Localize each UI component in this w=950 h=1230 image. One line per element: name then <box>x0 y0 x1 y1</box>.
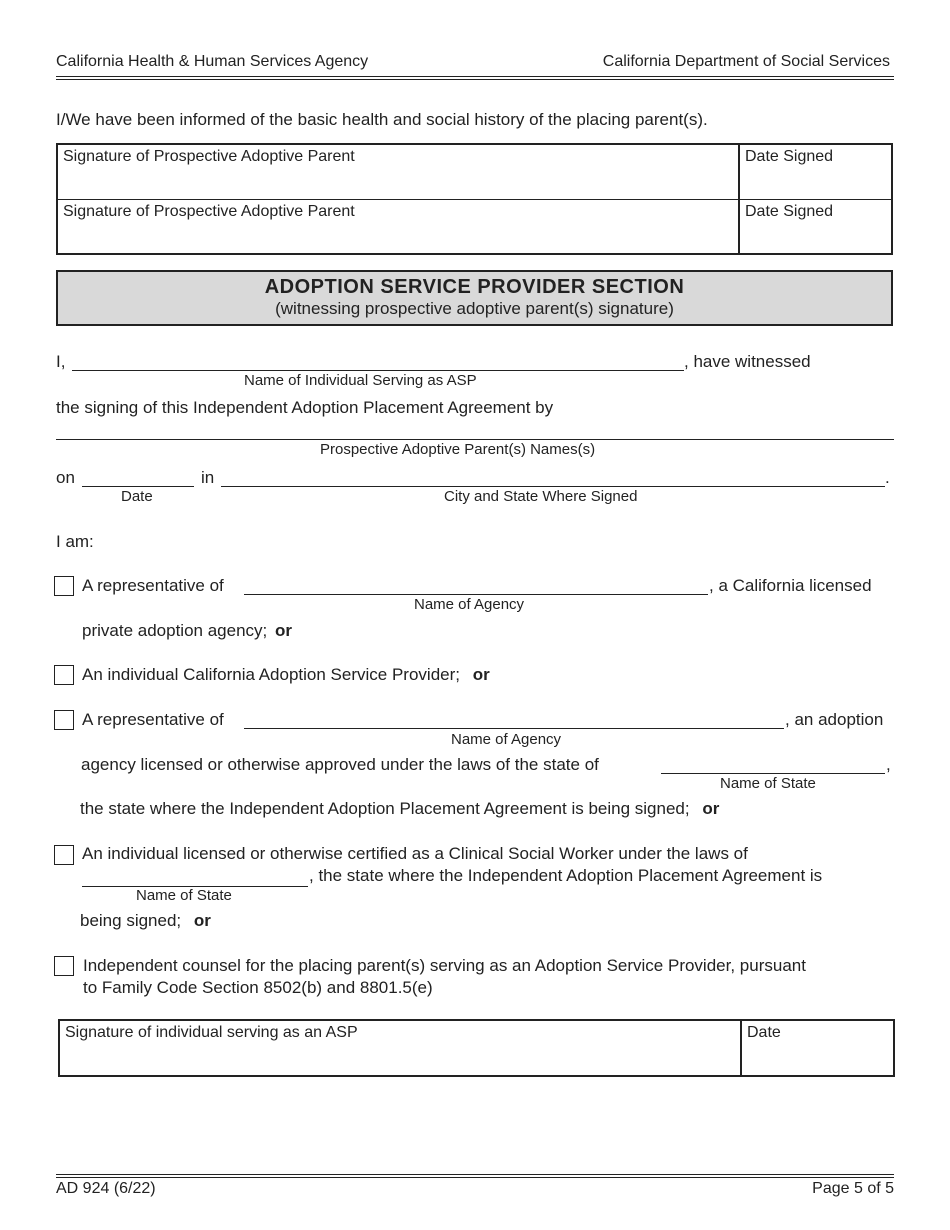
asp-signature-field[interactable] <box>60 1021 740 1075</box>
witness-prefix: I, <box>56 352 66 371</box>
adoptive-parent-date-field-2[interactable] <box>740 200 891 253</box>
option2-text: An individual California Adoption Service Provider; <box>82 665 460 684</box>
in-label: in <box>201 468 215 487</box>
option3-suffix: , an adoption <box>785 710 884 729</box>
option3-agency-name-input[interactable] <box>244 728 784 729</box>
signing-statement: the signing of this Independent Adoption Placement Agreement by <box>56 398 554 417</box>
witness-suffix: , have witnessed <box>684 352 811 371</box>
option3-state-caption: Name of State <box>720 775 816 792</box>
asp-name-input[interactable] <box>72 370 684 371</box>
footer-rule <box>56 1174 894 1175</box>
on-label: on <box>56 468 75 487</box>
option3-line3 <box>80 799 719 819</box>
date-caption: Date <box>121 488 153 505</box>
adoptive-parent-date-field-1[interactable] <box>740 145 891 199</box>
option-out-of-state-agency-checkbox[interactable] <box>54 710 74 730</box>
city-state-caption: City and State Where Signed <box>444 488 638 505</box>
option4-or: or <box>193 911 211 930</box>
asp-name-caption: Name of Individual Serving as ASP <box>244 372 477 389</box>
option5-line1: Independent counsel for the placing parent(s) serving as an Adoption Service Provider, pursuant <box>83 956 806 975</box>
section-banner <box>56 270 893 326</box>
adoptive-signature-table <box>56 143 893 255</box>
section-title: ADOPTION SERVICE PROVIDER SECTION <box>264 276 685 298</box>
option1-agency-name-input[interactable] <box>244 594 708 595</box>
adoptive-parent-signature-field-2[interactable] <box>58 200 738 253</box>
option1-prefix: A representative of <box>82 576 224 595</box>
header-department: California Department of Social Services <box>602 53 890 70</box>
form-id: AD 924 (6/22) <box>56 1180 156 1197</box>
option2-line <box>82 665 490 685</box>
option4-line3 <box>80 911 211 931</box>
asp-signature-table <box>58 1019 895 1077</box>
option3-prefix: A representative of <box>82 710 224 729</box>
option1-line2 <box>82 621 292 641</box>
option2-or: or <box>472 665 490 684</box>
option3-line3-text: the state where the Independent Adoption Placement Agreement is being signed; <box>80 799 690 818</box>
date-label: Date Signed <box>745 203 834 220</box>
date-input[interactable] <box>82 486 194 487</box>
asp-date-field[interactable] <box>742 1021 893 1075</box>
option4-line3-text: being signed; <box>80 911 182 930</box>
option4-line1: An individual licensed or otherwise certified as a Clinical Social Worker under the laws of <box>82 844 748 863</box>
option3-comma: , <box>886 755 891 774</box>
city-state-input[interactable] <box>221 486 885 487</box>
option1-or: or <box>274 621 292 640</box>
header-rule <box>56 76 894 77</box>
asp-date-label: Date <box>747 1024 781 1041</box>
signature-label: Signature of Prospective Adoptive Parent <box>63 148 355 165</box>
option3-agency-caption: Name of Agency <box>451 731 562 748</box>
option3-line2: agency licensed or otherwise approved under the laws of the state of <box>81 755 599 774</box>
adoptive-parent-signature-field-1[interactable] <box>58 145 738 199</box>
option1-agency-caption: Name of Agency <box>414 596 525 613</box>
option3-or: or <box>702 799 720 818</box>
option4-line2: , the state where the Independent Adoption Placement Agreement is <box>309 866 823 885</box>
option-individual-asp-checkbox[interactable] <box>54 665 74 685</box>
informed-statement: I/We have been informed of the basic health and social history of the placing parent(s). <box>56 110 708 129</box>
option-independent-counsel-checkbox[interactable] <box>54 956 74 976</box>
period: . <box>885 468 890 487</box>
header-agency: California Health & Human Services Agency <box>56 53 369 70</box>
parent-names-input[interactable] <box>56 439 894 440</box>
option-clinical-social-worker-checkbox[interactable] <box>54 845 74 865</box>
i-am-label: I am: <box>56 532 94 551</box>
option3-state-input[interactable] <box>661 773 885 774</box>
option-licensed-agency-checkbox[interactable] <box>54 576 74 596</box>
signature-label: Signature of Prospective Adoptive Parent <box>63 203 355 220</box>
header-rule-2 <box>56 79 894 80</box>
asp-signature-label: Signature of individual serving as an ASP <box>65 1024 358 1041</box>
option1-suffix: , a California licensed <box>709 576 872 595</box>
date-label: Date Signed <box>745 148 834 165</box>
footer-rule-2 <box>56 1177 894 1178</box>
section-subtitle: (witnessing prospective adoptive parent(s) signature) <box>275 299 674 318</box>
option5-line2: to Family Code Section 8502(b) and 8801.5(e) <box>83 978 433 997</box>
page-number: Page 5 of 5 <box>812 1180 894 1197</box>
parent-names-caption: Prospective Adoptive Parent(s) Names(s) <box>320 441 596 458</box>
option1-line2-text: private adoption agency; <box>82 621 268 640</box>
option4-state-caption: Name of State <box>136 887 232 904</box>
